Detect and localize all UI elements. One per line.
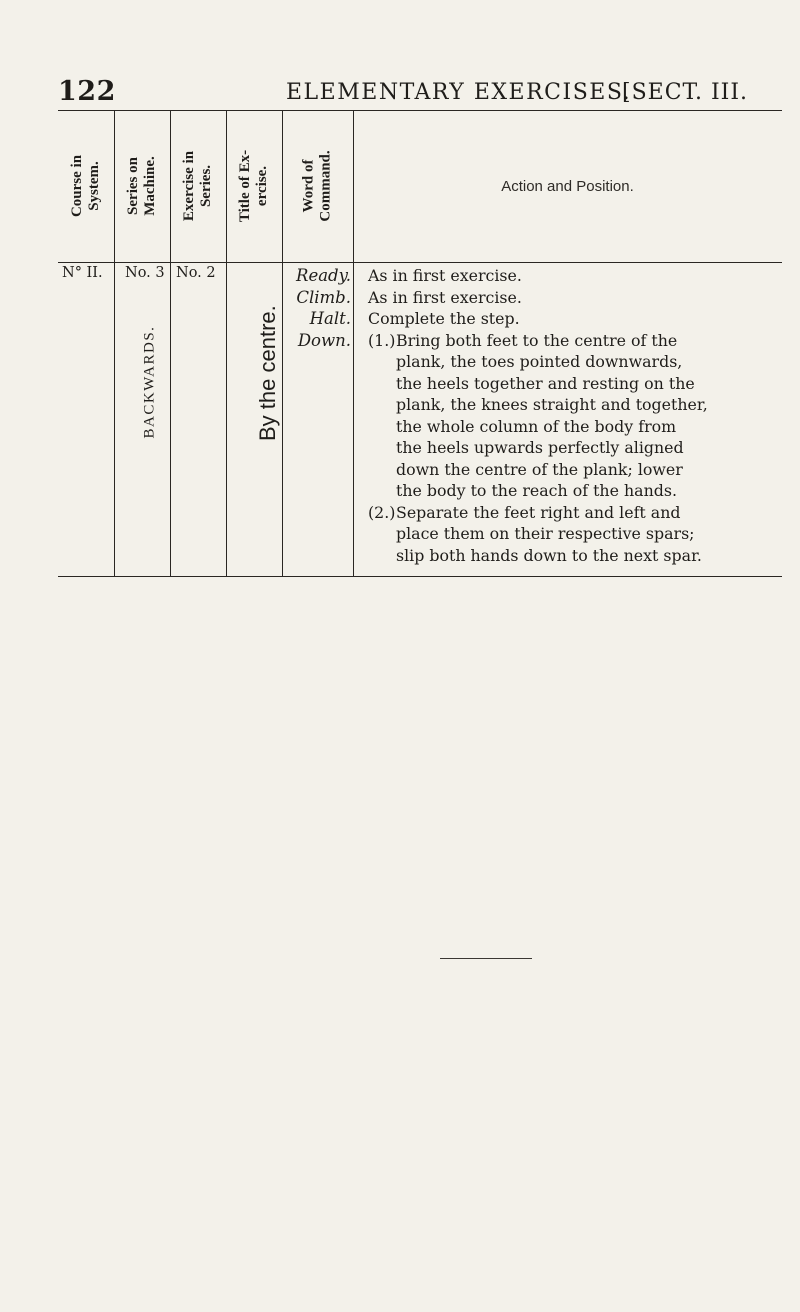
command-word: Ready. — [296, 266, 351, 285]
step-number: (1.) — [368, 330, 396, 350]
header-exercise: Exercise in Series. — [181, 150, 215, 222]
running-head: ELEMENTARY EXERCISES. — [286, 80, 632, 105]
page-number: 122 — [58, 76, 116, 107]
exercise-title: By the centre. — [255, 305, 280, 441]
step-number: (2.) — [368, 502, 396, 522]
section-reference: [SECT. III. — [622, 80, 749, 105]
action-line: As in first exercise. — [368, 266, 522, 285]
action-line: plank, the toes pointed downwards, — [396, 352, 683, 371]
series-name: BACKWARDS. — [141, 325, 158, 439]
action-line: place them on their respective spars; — [396, 524, 695, 543]
header-series: Series on Machine. — [125, 156, 159, 216]
action-line: the heels together and resting on the — [396, 373, 695, 393]
table-bottom-rule — [58, 576, 782, 577]
series-number: No. 3 — [125, 265, 165, 281]
words-of-command — [280, 265, 353, 351]
header-action-position: Action and Position. — [501, 177, 634, 195]
header-title: Title of Ex- ercise. — [237, 149, 270, 223]
action-step-2 — [368, 502, 782, 524]
header-word-of-command: Word of Command. — [300, 150, 334, 222]
exercise-number: No. 2 — [176, 265, 216, 281]
action-line: As in first exercise. — [368, 287, 522, 307]
exercise-table — [58, 110, 782, 578]
course-value: N° II. — [62, 265, 103, 281]
action-line: the heels upwards perfectly aligned — [396, 438, 684, 457]
action-line: plank, the knees straight and together, — [396, 395, 708, 414]
action-step-1 — [368, 330, 782, 352]
action-line: Complete the step. — [368, 309, 520, 328]
action-line: Separate the feet right and left and — [396, 502, 681, 522]
footer-rule — [440, 958, 532, 959]
header-course: Course in System. — [69, 154, 102, 218]
action-line: slip both hands down to the next spar. — [396, 545, 702, 565]
table-header-rule — [58, 262, 782, 263]
action-line: down the centre of the plank; lower — [396, 459, 683, 479]
command-word: Halt. — [309, 309, 351, 328]
action-line: Bring both feet to the centre of the — [396, 330, 678, 350]
action-descriptions — [368, 265, 782, 566]
action-line: the whole column of the body from — [396, 416, 677, 436]
action-line: the body to the reach of the hands. — [396, 481, 677, 500]
command-word: Climb. — [296, 287, 351, 307]
command-word: Down. — [297, 330, 351, 350]
